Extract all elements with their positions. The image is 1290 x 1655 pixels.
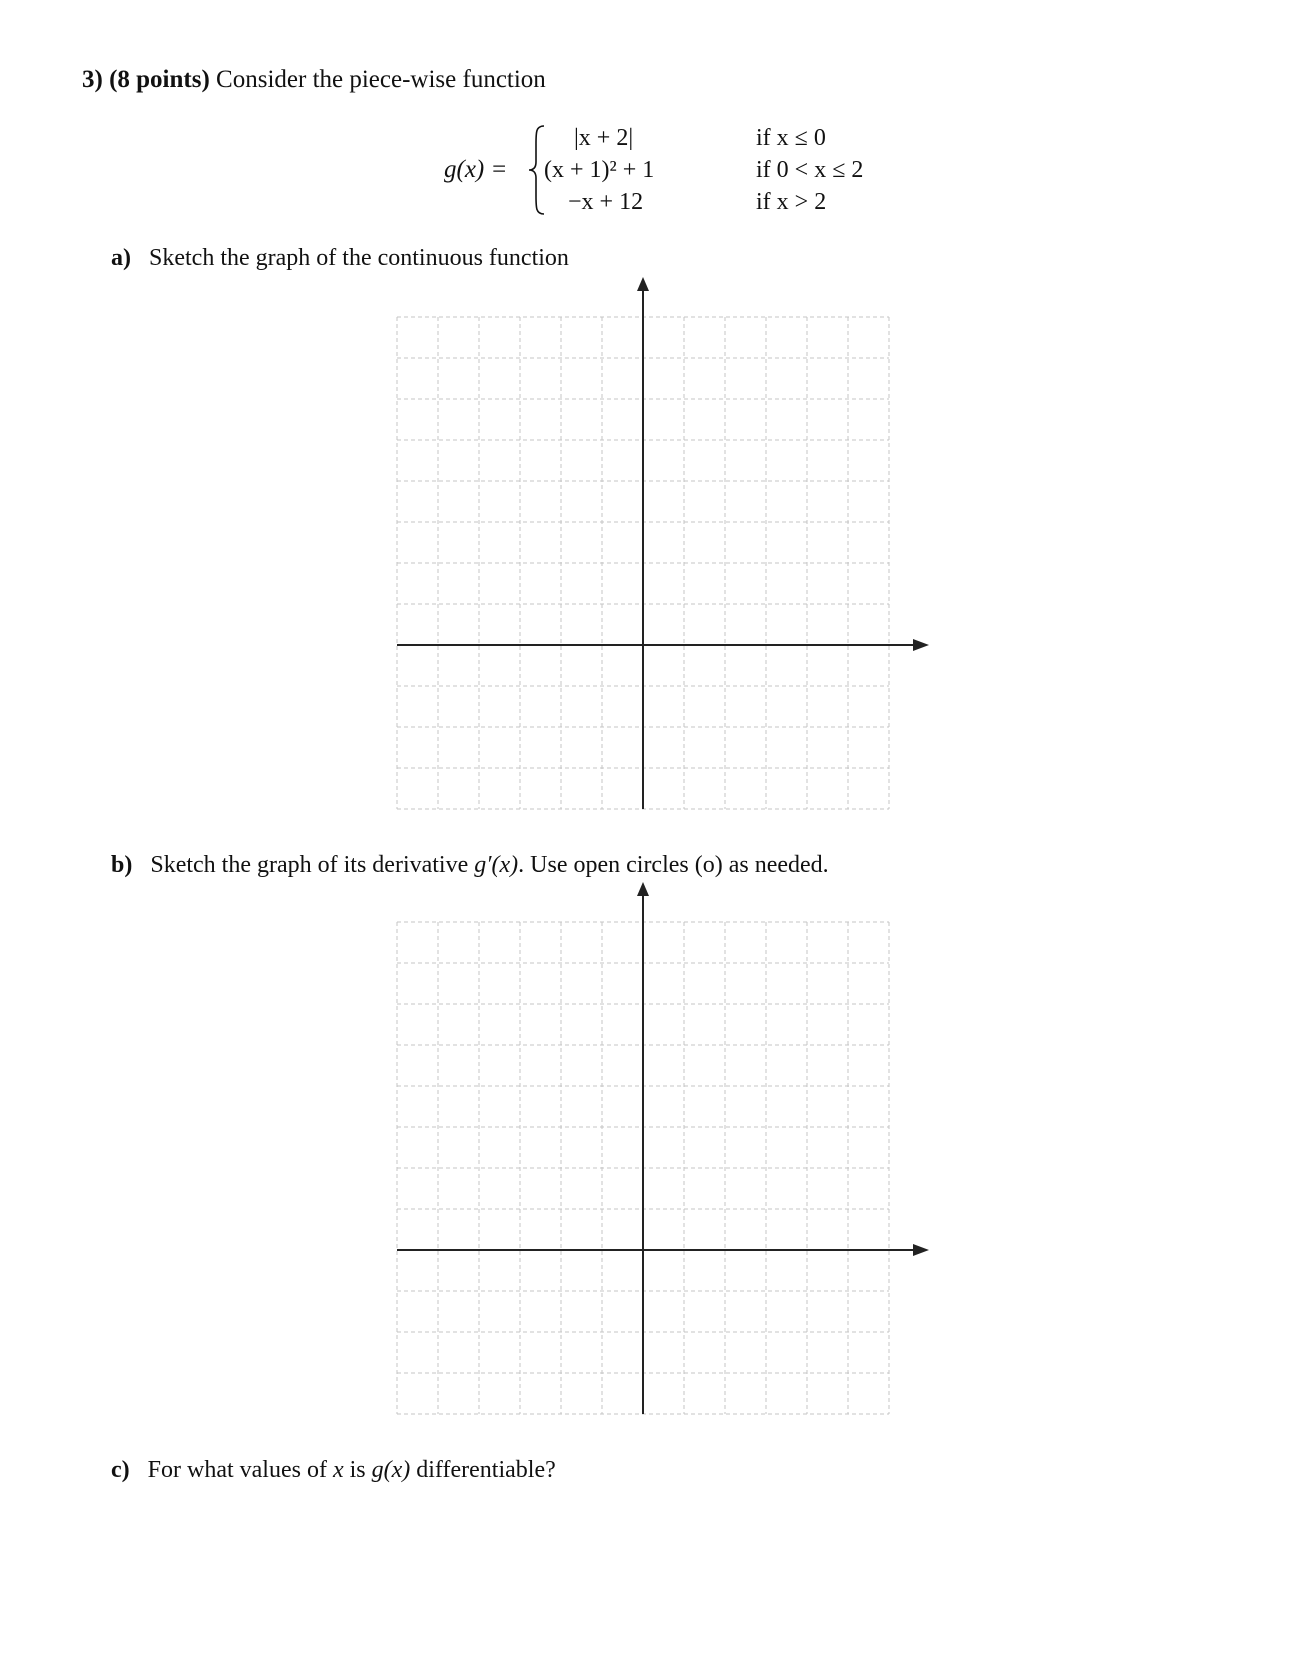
case-1-expression: |x + 2| (574, 125, 634, 151)
case-3-condition: if x > 2 (756, 189, 827, 215)
part-b-math: g′(x) (474, 852, 519, 878)
question-header (82, 66, 546, 94)
question-text: Consider the piece-wise function (216, 66, 546, 93)
part-c-text-after: differentiable? (410, 1457, 556, 1483)
case-2-expression: (x + 1)² + 1 (544, 157, 655, 183)
part-c (111, 1457, 556, 1484)
case-1-condition: if x ≤ 0 (756, 125, 826, 151)
x-axis-arrow-icon (913, 639, 929, 651)
part-b (111, 852, 829, 879)
case-3-expression: −x + 12 (568, 189, 644, 215)
part-c-text-mid: is (343, 1457, 372, 1483)
part-b-text-after: . Use open circles (o) as needed. (518, 852, 829, 878)
x-axis-arrow-icon (913, 1244, 929, 1256)
graph-grid-a[interactable] (395, 275, 935, 815)
question-points: (8 points) (109, 66, 210, 93)
part-c-label: c) (111, 1457, 130, 1483)
case-2-condition: if 0 < x ≤ 2 (756, 157, 864, 183)
y-axis-arrow-icon (637, 277, 649, 291)
function-lhs: g(x) = (444, 156, 508, 183)
part-a (111, 245, 569, 272)
part-a-label: a) (111, 245, 131, 271)
part-c-text-before: For what values of (147, 1457, 333, 1483)
graph-grid-b[interactable] (395, 880, 935, 1420)
part-a-text: Sketch the graph of the continuous function (149, 245, 569, 271)
part-b-label: b) (111, 852, 133, 878)
y-axis-arrow-icon (637, 882, 649, 896)
part-c-math: g(x) (371, 1457, 411, 1483)
part-b-text-before: Sketch the graph of its derivative (150, 852, 475, 878)
question-number: 3) (82, 66, 103, 93)
part-c-var: x (332, 1457, 344, 1483)
